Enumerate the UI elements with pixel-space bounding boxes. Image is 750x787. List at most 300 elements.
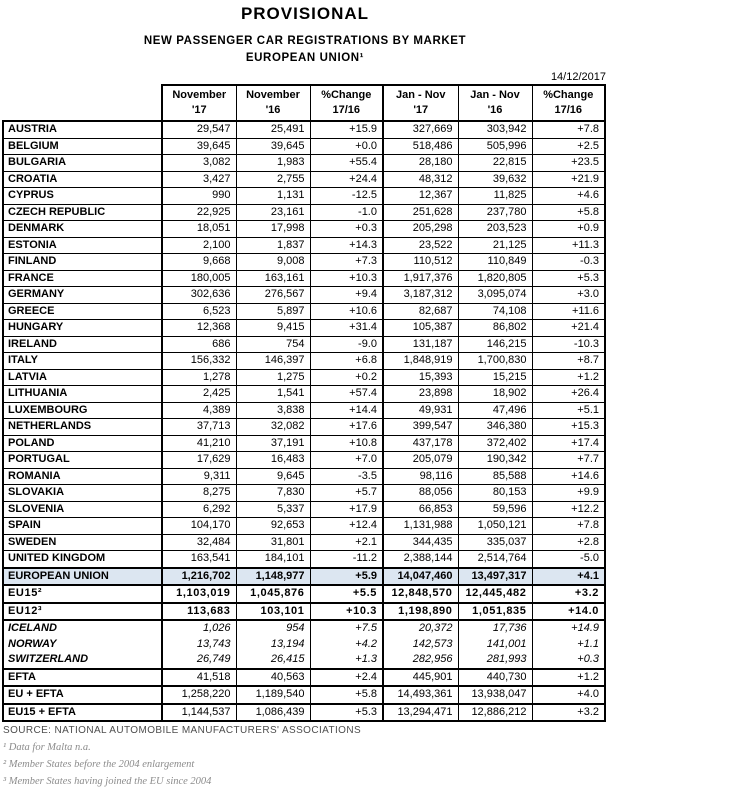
- value-cell: 12,445,482: [458, 585, 532, 603]
- value-cell: 74,108: [458, 303, 532, 320]
- value-cell: 276,567: [236, 287, 310, 304]
- value-cell: +8.7: [532, 353, 605, 370]
- value-cell: +3.2: [532, 704, 605, 722]
- row-label: LUXEMBOURG: [3, 402, 162, 419]
- table-row: [3, 551, 605, 568]
- header-jan-nov-16: Jan - Nov '16: [458, 85, 532, 121]
- table-row: [3, 270, 605, 287]
- header-jan-nov-17: Jan - Nov '17: [383, 85, 458, 121]
- value-cell: 990: [162, 188, 236, 205]
- value-cell: 103,101: [236, 603, 310, 621]
- row-label: LATVIA: [3, 369, 162, 386]
- row-label: FINLAND: [3, 254, 162, 271]
- value-cell: 8,275: [162, 485, 236, 502]
- value-cell: 17,998: [236, 221, 310, 238]
- value-cell: +2.4: [310, 669, 383, 687]
- row-label: ESTONIA: [3, 237, 162, 254]
- value-cell: +14.3: [310, 237, 383, 254]
- table-row: [3, 221, 605, 238]
- header-nov-16: November '16: [236, 85, 310, 121]
- value-cell: +21.9: [532, 171, 605, 188]
- value-cell: 205,079: [383, 452, 458, 469]
- table-row: [3, 287, 605, 304]
- value-cell: -9.0: [310, 336, 383, 353]
- table-row: [3, 468, 605, 485]
- row-label: SWEDEN: [3, 534, 162, 551]
- table-row: [3, 669, 605, 687]
- row-label: ITALY: [3, 353, 162, 370]
- value-cell: 1,820,805: [458, 270, 532, 287]
- value-cell: 505,996: [458, 138, 532, 155]
- value-cell: 23,898: [383, 386, 458, 403]
- table-row: [3, 620, 605, 637]
- row-label: EUROPEAN UNION: [3, 568, 162, 586]
- value-cell: 237,780: [458, 204, 532, 221]
- value-cell: 518,486: [383, 138, 458, 155]
- value-cell: 26,415: [236, 652, 310, 669]
- value-cell: 1,983: [236, 155, 310, 172]
- row-label: SLOVAKIA: [3, 485, 162, 502]
- value-cell: 281,993: [458, 652, 532, 669]
- value-cell: -10.3: [532, 336, 605, 353]
- value-cell: +0.9: [532, 221, 605, 238]
- value-cell: +10.8: [310, 435, 383, 452]
- value-cell: +5.8: [310, 686, 383, 704]
- value-cell: +15.3: [532, 419, 605, 436]
- value-cell: +7.3: [310, 254, 383, 271]
- value-cell: 49,931: [383, 402, 458, 419]
- value-cell: 11,825: [458, 188, 532, 205]
- value-cell: 104,170: [162, 518, 236, 535]
- value-cell: 17,736: [458, 620, 532, 637]
- table-row: [3, 386, 605, 403]
- value-cell: -1.0: [310, 204, 383, 221]
- value-cell: 1,700,830: [458, 353, 532, 370]
- row-label: EU + EFTA: [3, 686, 162, 704]
- value-cell: 437,178: [383, 435, 458, 452]
- row-label: PORTUGAL: [3, 452, 162, 469]
- value-cell: 2,100: [162, 237, 236, 254]
- value-cell: 28,180: [383, 155, 458, 172]
- value-cell: 5,897: [236, 303, 310, 320]
- row-label: SPAIN: [3, 518, 162, 535]
- report-subtitle: NEW PASSENGER CAR REGISTRATIONS BY MARKET: [143, 35, 467, 47]
- value-cell: 82,687: [383, 303, 458, 320]
- value-cell: 1,189,540: [236, 686, 310, 704]
- value-cell: 41,210: [162, 435, 236, 452]
- value-cell: 105,387: [383, 320, 458, 337]
- value-cell: +11.6: [532, 303, 605, 320]
- value-cell: 37,191: [236, 435, 310, 452]
- value-cell: +14.9: [532, 620, 605, 637]
- value-cell: 86,802: [458, 320, 532, 337]
- value-cell: 372,402: [458, 435, 532, 452]
- value-cell: +11.3: [532, 237, 605, 254]
- source-line: SOURCE: NATIONAL AUTOMOBILE MANUFACTURERS' ASSOCIATIONS: [3, 725, 362, 736]
- value-cell: 2,425: [162, 386, 236, 403]
- value-cell: +15.9: [310, 121, 383, 138]
- row-label: ROMANIA: [3, 468, 162, 485]
- table-row: [3, 704, 605, 722]
- value-cell: +7.8: [532, 121, 605, 138]
- value-cell: 1,278: [162, 369, 236, 386]
- value-cell: 1,026: [162, 620, 236, 637]
- value-cell: +4.2: [310, 637, 383, 653]
- value-cell: +57.4: [310, 386, 383, 403]
- table-row: [3, 369, 605, 386]
- value-cell: 1,103,019: [162, 585, 236, 603]
- row-label: GREECE: [3, 303, 162, 320]
- value-cell: +12.4: [310, 518, 383, 535]
- value-cell: +26.4: [532, 386, 605, 403]
- value-cell: +10.3: [310, 603, 383, 621]
- row-label: BELGIUM: [3, 138, 162, 155]
- value-cell: +5.1: [532, 402, 605, 419]
- page-title: PROVISIONAL: [240, 4, 370, 23]
- value-cell: 1,131,988: [383, 518, 458, 535]
- value-cell: 2,388,144: [383, 551, 458, 568]
- value-cell: +10.3: [310, 270, 383, 287]
- value-cell: 22,925: [162, 204, 236, 221]
- table-row: [3, 603, 605, 621]
- row-label: CROATIA: [3, 171, 162, 188]
- value-cell: 163,161: [236, 270, 310, 287]
- value-cell: 346,380: [458, 419, 532, 436]
- value-cell: 113,683: [162, 603, 236, 621]
- value-cell: +7.5: [310, 620, 383, 637]
- table-row: [3, 121, 605, 138]
- value-cell: 1,086,439: [236, 704, 310, 722]
- value-cell: 344,435: [383, 534, 458, 551]
- table-row: [3, 237, 605, 254]
- value-cell: 2,514,764: [458, 551, 532, 568]
- value-cell: 32,484: [162, 534, 236, 551]
- value-cell: 1,050,121: [458, 518, 532, 535]
- table-row: [3, 303, 605, 320]
- row-label: GERMANY: [3, 287, 162, 304]
- value-cell: +2.8: [532, 534, 605, 551]
- row-label: EU12³: [3, 603, 162, 621]
- report-date: 14/12/2017: [550, 71, 606, 83]
- value-cell: 66,853: [383, 501, 458, 518]
- value-cell: 1,258,220: [162, 686, 236, 704]
- value-cell: -5.0: [532, 551, 605, 568]
- table-row: [3, 435, 605, 452]
- value-cell: 6,292: [162, 501, 236, 518]
- value-cell: 12,367: [383, 188, 458, 205]
- table-row: [3, 637, 605, 653]
- value-cell: 9,645: [236, 468, 310, 485]
- value-cell: -0.3: [532, 254, 605, 271]
- value-cell: +3.2: [532, 585, 605, 603]
- value-cell: 15,393: [383, 369, 458, 386]
- value-cell: +0.3: [532, 652, 605, 669]
- value-cell: 15,215: [458, 369, 532, 386]
- row-label: EU15²: [3, 585, 162, 603]
- value-cell: +10.6: [310, 303, 383, 320]
- header-pct-change-month: %Change 17/16: [310, 85, 383, 121]
- row-label: SLOVENIA: [3, 501, 162, 518]
- table-row: [3, 353, 605, 370]
- value-cell: 203,523: [458, 221, 532, 238]
- value-cell: +14.0: [532, 603, 605, 621]
- value-cell: +4.6: [532, 188, 605, 205]
- value-cell: 110,849: [458, 254, 532, 271]
- value-cell: 3,082: [162, 155, 236, 172]
- value-cell: +0.0: [310, 138, 383, 155]
- value-cell: +7.7: [532, 452, 605, 469]
- value-cell: 6,523: [162, 303, 236, 320]
- row-label: SWITZERLAND: [3, 652, 162, 669]
- value-cell: 282,956: [383, 652, 458, 669]
- value-cell: +31.4: [310, 320, 383, 337]
- header-pct-change-ytd: %Change 17/16: [532, 85, 605, 121]
- value-cell: 9,008: [236, 254, 310, 271]
- row-label: AUSTRIA: [3, 121, 162, 138]
- value-cell: +5.5: [310, 585, 383, 603]
- table-row: [3, 452, 605, 469]
- value-cell: 88,056: [383, 485, 458, 502]
- value-cell: 1,131: [236, 188, 310, 205]
- table-row: [3, 686, 605, 704]
- table-row: [3, 652, 605, 669]
- value-cell: 37,713: [162, 419, 236, 436]
- table-row: [3, 402, 605, 419]
- value-cell: 205,298: [383, 221, 458, 238]
- value-cell: +7.8: [532, 518, 605, 535]
- value-cell: +9.4: [310, 287, 383, 304]
- table-row: [3, 171, 605, 188]
- row-label: POLAND: [3, 435, 162, 452]
- value-cell: 1,848,919: [383, 353, 458, 370]
- value-cell: +1.2: [532, 669, 605, 687]
- value-cell: +14.4: [310, 402, 383, 419]
- value-cell: +5.7: [310, 485, 383, 502]
- value-cell: 1,275: [236, 369, 310, 386]
- value-cell: 14,493,361: [383, 686, 458, 704]
- value-cell: 302,636: [162, 287, 236, 304]
- table-row: [3, 336, 605, 353]
- value-cell: 110,512: [383, 254, 458, 271]
- value-cell: +17.6: [310, 419, 383, 436]
- value-cell: +1.2: [532, 369, 605, 386]
- value-cell: 1,216,702: [162, 568, 236, 586]
- value-cell: 92,653: [236, 518, 310, 535]
- table-row: [3, 568, 605, 586]
- value-cell: +1.3: [310, 652, 383, 669]
- value-cell: +0.3: [310, 221, 383, 238]
- value-cell: 13,294,471: [383, 704, 458, 722]
- value-cell: 13,194: [236, 637, 310, 653]
- value-cell: 12,368: [162, 320, 236, 337]
- table-row: [3, 485, 605, 502]
- table-row: [3, 585, 605, 603]
- value-cell: +9.9: [532, 485, 605, 502]
- table-row: [3, 254, 605, 271]
- value-cell: 4,389: [162, 402, 236, 419]
- value-cell: +23.5: [532, 155, 605, 172]
- value-cell: 251,628: [383, 204, 458, 221]
- value-cell: 25,491: [236, 121, 310, 138]
- value-cell: 13,743: [162, 637, 236, 653]
- value-cell: +17.9: [310, 501, 383, 518]
- value-cell: 3,838: [236, 402, 310, 419]
- value-cell: 18,051: [162, 221, 236, 238]
- value-cell: 190,342: [458, 452, 532, 469]
- value-cell: 26,749: [162, 652, 236, 669]
- value-cell: 13,497,317: [458, 568, 532, 586]
- value-cell: +14.6: [532, 468, 605, 485]
- value-cell: +5.8: [532, 204, 605, 221]
- value-cell: 80,153: [458, 485, 532, 502]
- value-cell: 39,645: [236, 138, 310, 155]
- value-cell: 1,045,876: [236, 585, 310, 603]
- table-row: [3, 534, 605, 551]
- value-cell: +17.4: [532, 435, 605, 452]
- value-cell: 18,902: [458, 386, 532, 403]
- value-cell: 1,051,835: [458, 603, 532, 621]
- value-cell: 29,547: [162, 121, 236, 138]
- value-cell: 754: [236, 336, 310, 353]
- value-cell: 142,573: [383, 637, 458, 653]
- row-label: HUNGARY: [3, 320, 162, 337]
- value-cell: 21,125: [458, 237, 532, 254]
- value-cell: +5.3: [310, 704, 383, 722]
- value-cell: -11.2: [310, 551, 383, 568]
- row-label: CYPRUS: [3, 188, 162, 205]
- row-label: IRELAND: [3, 336, 162, 353]
- value-cell: 17,629: [162, 452, 236, 469]
- value-cell: 5,337: [236, 501, 310, 518]
- table-row: [3, 138, 605, 155]
- value-cell: -12.5: [310, 188, 383, 205]
- footnote-malta: ¹ Data for Malta n.a.: [3, 742, 91, 753]
- value-cell: 12,886,212: [458, 704, 532, 722]
- value-cell: 59,596: [458, 501, 532, 518]
- value-cell: 146,397: [236, 353, 310, 370]
- value-cell: 180,005: [162, 270, 236, 287]
- value-cell: +7.0: [310, 452, 383, 469]
- value-cell: 16,483: [236, 452, 310, 469]
- header-empty-cell: [3, 85, 162, 121]
- value-cell: 1,148,977: [236, 568, 310, 586]
- value-cell: 3,095,074: [458, 287, 532, 304]
- value-cell: 13,938,047: [458, 686, 532, 704]
- value-cell: 40,563: [236, 669, 310, 687]
- value-cell: 12,848,570: [383, 585, 458, 603]
- value-cell: 445,901: [383, 669, 458, 687]
- value-cell: +21.4: [532, 320, 605, 337]
- value-cell: 131,187: [383, 336, 458, 353]
- value-cell: +4.1: [532, 568, 605, 586]
- row-label: BULGARIA: [3, 155, 162, 172]
- value-cell: +6.8: [310, 353, 383, 370]
- value-cell: 1,541: [236, 386, 310, 403]
- value-cell: 399,547: [383, 419, 458, 436]
- value-cell: 3,427: [162, 171, 236, 188]
- value-cell: 954: [236, 620, 310, 637]
- value-cell: +0.2: [310, 369, 383, 386]
- report-region: EUROPEAN UNION¹: [245, 52, 365, 64]
- value-cell: 686: [162, 336, 236, 353]
- value-cell: +5.9: [310, 568, 383, 586]
- value-cell: 141,001: [458, 637, 532, 653]
- table-row: [3, 518, 605, 535]
- value-cell: 41,518: [162, 669, 236, 687]
- value-cell: 7,830: [236, 485, 310, 502]
- table-row: [3, 501, 605, 518]
- table-body: [3, 121, 605, 721]
- value-cell: 9,415: [236, 320, 310, 337]
- table-header: [3, 85, 605, 121]
- value-cell: 48,312: [383, 171, 458, 188]
- row-label: EU15 + EFTA: [3, 704, 162, 722]
- value-cell: +1.1: [532, 637, 605, 653]
- value-cell: +5.3: [532, 270, 605, 287]
- value-cell: 9,668: [162, 254, 236, 271]
- value-cell: 39,645: [162, 138, 236, 155]
- value-cell: 22,815: [458, 155, 532, 172]
- value-cell: 1,198,890: [383, 603, 458, 621]
- row-label: CZECH REPUBLIC: [3, 204, 162, 221]
- table-row: [3, 320, 605, 337]
- value-cell: 303,942: [458, 121, 532, 138]
- value-cell: 98,116: [383, 468, 458, 485]
- value-cell: 31,801: [236, 534, 310, 551]
- table-row: [3, 204, 605, 221]
- footnote-eu15: ² Member States before the 2004 enlargement: [3, 759, 195, 770]
- row-label: FRANCE: [3, 270, 162, 287]
- registrations-table: [2, 84, 606, 722]
- row-label: NETHERLANDS: [3, 419, 162, 436]
- row-label: LITHUANIA: [3, 386, 162, 403]
- value-cell: 85,588: [458, 468, 532, 485]
- row-label: ICELAND: [3, 620, 162, 637]
- table-row: [3, 188, 605, 205]
- value-cell: 1,144,537: [162, 704, 236, 722]
- value-cell: 184,101: [236, 551, 310, 568]
- value-cell: +12.2: [532, 501, 605, 518]
- footnote-eu12: ³ Member States having joined the EU since 2004: [3, 776, 212, 787]
- value-cell: 23,161: [236, 204, 310, 221]
- value-cell: +24.4: [310, 171, 383, 188]
- value-cell: 14,047,460: [383, 568, 458, 586]
- value-cell: 146,215: [458, 336, 532, 353]
- value-cell: 163,541: [162, 551, 236, 568]
- value-cell: +2.5: [532, 138, 605, 155]
- value-cell: -3.5: [310, 468, 383, 485]
- header-nov-17: November '17: [162, 85, 236, 121]
- value-cell: 23,522: [383, 237, 458, 254]
- value-cell: 156,332: [162, 353, 236, 370]
- value-cell: 2,755: [236, 171, 310, 188]
- row-label: NORWAY: [3, 637, 162, 653]
- table-row: [3, 419, 605, 436]
- value-cell: 20,372: [383, 620, 458, 637]
- row-label: EFTA: [3, 669, 162, 687]
- row-label: UNITED KINGDOM: [3, 551, 162, 568]
- value-cell: +4.0: [532, 686, 605, 704]
- value-cell: 47,496: [458, 402, 532, 419]
- value-cell: 3,187,312: [383, 287, 458, 304]
- value-cell: 32,082: [236, 419, 310, 436]
- value-cell: 1,917,376: [383, 270, 458, 287]
- table-row: [3, 155, 605, 172]
- row-label: DENMARK: [3, 221, 162, 238]
- value-cell: +55.4: [310, 155, 383, 172]
- value-cell: 440,730: [458, 669, 532, 687]
- value-cell: 9,311: [162, 468, 236, 485]
